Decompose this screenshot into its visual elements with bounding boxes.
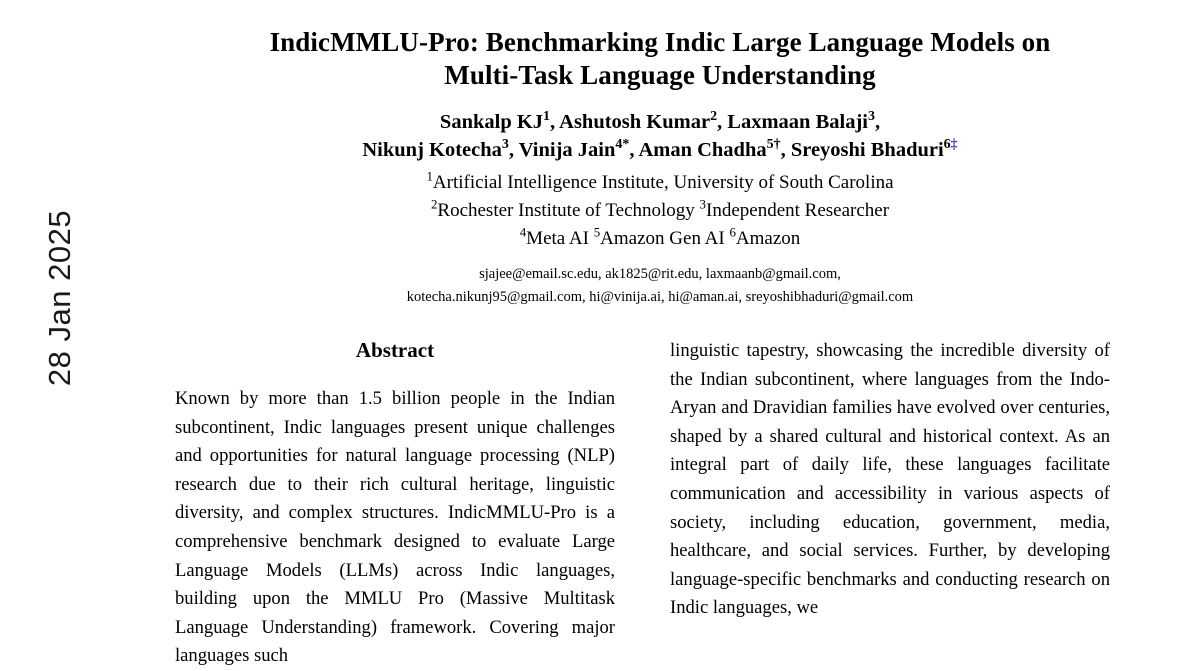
title-line-2: Multi-Task Language Understanding — [444, 60, 876, 90]
author-list — [150, 108, 1170, 164]
email-line-1: sjajee@email.sc.edu, ak1825@rit.edu, laxmaanb@gmail.com, — [479, 266, 841, 282]
introduction-paragraph: linguistic tapestry, showcasing the incredible diversity of the Indian subcontinent, where languages from the Indo-Aryan and Dravidian families have evolved over centuries, shaped by a shared cultural and historical context. As an integral part of daily life, these languages facilitate communication and accessibility in various aspects of society, including education, government, media, healthcare, and social services. Further, by developing language-specific benchmarks and conducting research on Indic languages, we — [670, 340, 1110, 619]
arxiv-side-stamp — [0, 0, 120, 648]
arxiv-stamp-text: 28 Jan 2025 — [42, 209, 77, 387]
affiliation-3: $^4$Meta AI $^5$Amazon Gen AI $^6$Amazon — [519, 224, 801, 249]
affiliation-list — [150, 169, 1170, 253]
email-line-2: kotecha.nikunj95@gmail.com, hi@vinija.ai, hi@aman.ai, sreyoshibhaduri@gmail.com — [406, 289, 914, 305]
body-columns — [120, 322, 1200, 667]
abstract-heading: Abstract — [355, 338, 435, 362]
affiliation-2: $^2$Rochester Institute of Technology $^3$Independent Researcher — [430, 196, 890, 221]
author-line-2: Nikunj Kotecha$^3$, Vinija Jain$^{4*}$, Aman Chadha$^{5\dagger}$, Sreyoshi Bhaduri$^{6\ddagger}$ — [362, 137, 958, 161]
column-left — [175, 322, 615, 667]
page-title — [180, 26, 1140, 92]
column-right — [670, 322, 1110, 648]
title-line-1: IndicMMLU-Pro: Benchmarking Indic Large Language Models on — [269, 27, 1051, 57]
abstract-paragraph: Known by more than 1.5 billion people in the Indian subcontinent, Indic languages present unique challenges and opportunities for natural language processing (NLP) research due to their rich cultural heritage, linguistic diversity, and complex structures. IndicMMLU-Pro is a comprehensive benchmark designed to evaluate Large Language Models (LLMs) across Indic languages, building upon the MMLU Pro (Massive Multitask Language Understanding) framework. Covering major languages such — [175, 388, 615, 667]
email-list — [150, 263, 1170, 309]
affiliation-1: $^1$Artificial Intelligence Institute, University of South Carolina — [426, 168, 894, 193]
author-line-1: Sankalp $KJ^1$, Ashutosh Kumar$^2$, Laxmaan Balaji$^3$, — [439, 109, 881, 133]
paper-page — [120, 0, 1200, 667]
